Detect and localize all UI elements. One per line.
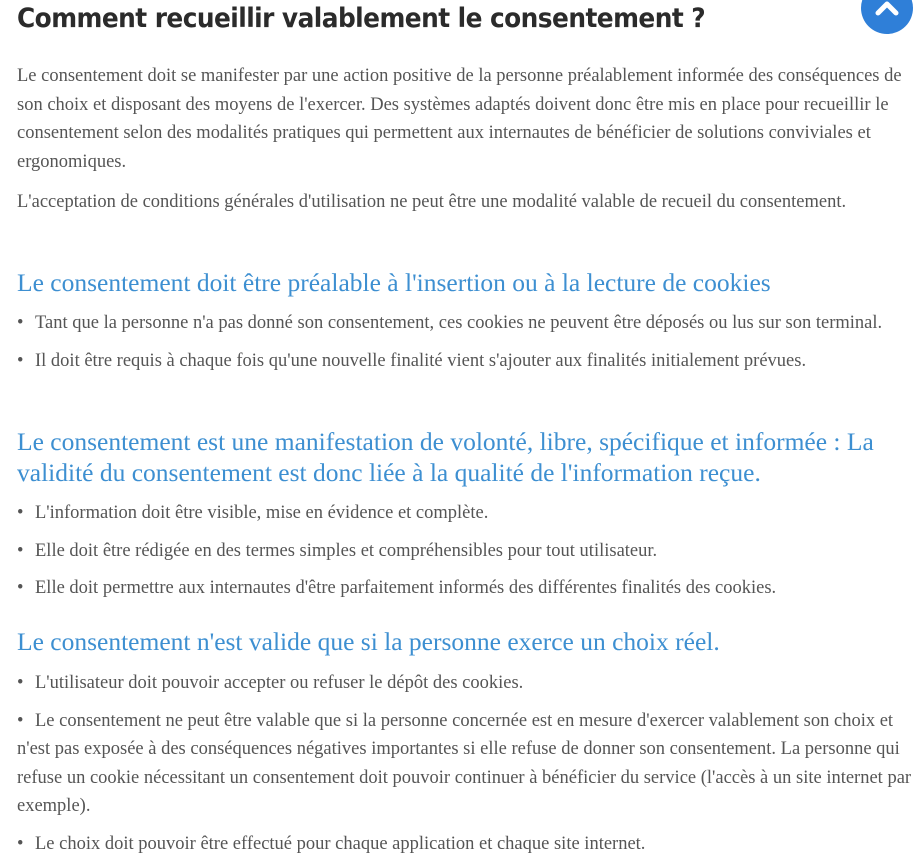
list-item: • L'information doit être visible, mise en évidence et complète. [17,499,913,528]
bullet: • [17,313,24,333]
list-prior-consent [17,309,913,375]
bullet: • [17,673,24,693]
list-item: • Il doit être requis à chaque fois qu'une nouvelle finalité vient s'ajouter aux finalités initialement prévues. [17,347,913,376]
bullet: • [17,503,24,523]
list-item: • Le consentement ne peut être valable que si la personne concernée est en mesure d'exercer valablement son choix et n'est pas exposée à des conséquences négatives importantes si elle refuse de donner son consentement. La personne qui refuse un cookie nécessitant un consentement doit pouvoir continuer à bénéficier du service (l'accès à un site internet par exemple). [17,707,913,821]
chevron-up-icon [873,0,901,22]
list-item: • Elle doit être rédigée en des termes simples et compréhensibles pour tout utilisateur. [17,537,913,566]
section-heading-prior-consent: Le consentement doit être préalable à l'insertion ou à la lecture de cookies [17,268,771,297]
page-title: Comment recueillir valablement le consentement ? [17,3,706,34]
list-item: • Tant que la personne n'a pas donné son consentement, ces cookies ne peuvent être déposés ou lus sur son terminal. [17,309,913,338]
section-heading-informed-consent: Le consentement est une manifestation de volonté, libre, spécifique et informée : La validité du consentement est donc liée à la qualité de l'information reçue. [17,427,874,487]
list-item: • L'utilisateur doit pouvoir accepter ou refuser le dépôt des cookies. [17,669,913,698]
bullet: • [17,833,24,854]
scroll-top-button[interactable] [861,0,913,34]
list-item: • Elle doit permettre aux internautes d'être parfaitement informés des différentes finalités des cookies. [17,574,913,603]
bullet: • [17,710,24,731]
cgu-paragraph: L'acceptation de conditions générales d'utilisation ne peut être une modalité valable de recueil du consentement. [17,192,847,212]
list-informed-consent [17,499,913,603]
bullet: • [17,578,24,598]
bullet: • [17,540,24,561]
bullet: • [17,350,24,371]
list-item: • Le choix doit pouvoir être effectué pour chaque application et chaque site internet. [17,830,913,859]
intro-paragraph: Le consentement doit se manifester par une action positive de la personne préalablement informée des conséquences de son choix et disposant des moyens de l'exercer. Des systèmes adaptés doivent donc être mis en place pour recueillir le consentement selon des modalités pratiques qui permettent aux internautes de bénéficier de solutions conviviales et ergonomiques. [17,66,902,172]
section-heading-real-choice: Le consentement n'est valide que si la personne exerce un choix réel. [17,627,720,656]
list-real-choice [17,669,913,858]
